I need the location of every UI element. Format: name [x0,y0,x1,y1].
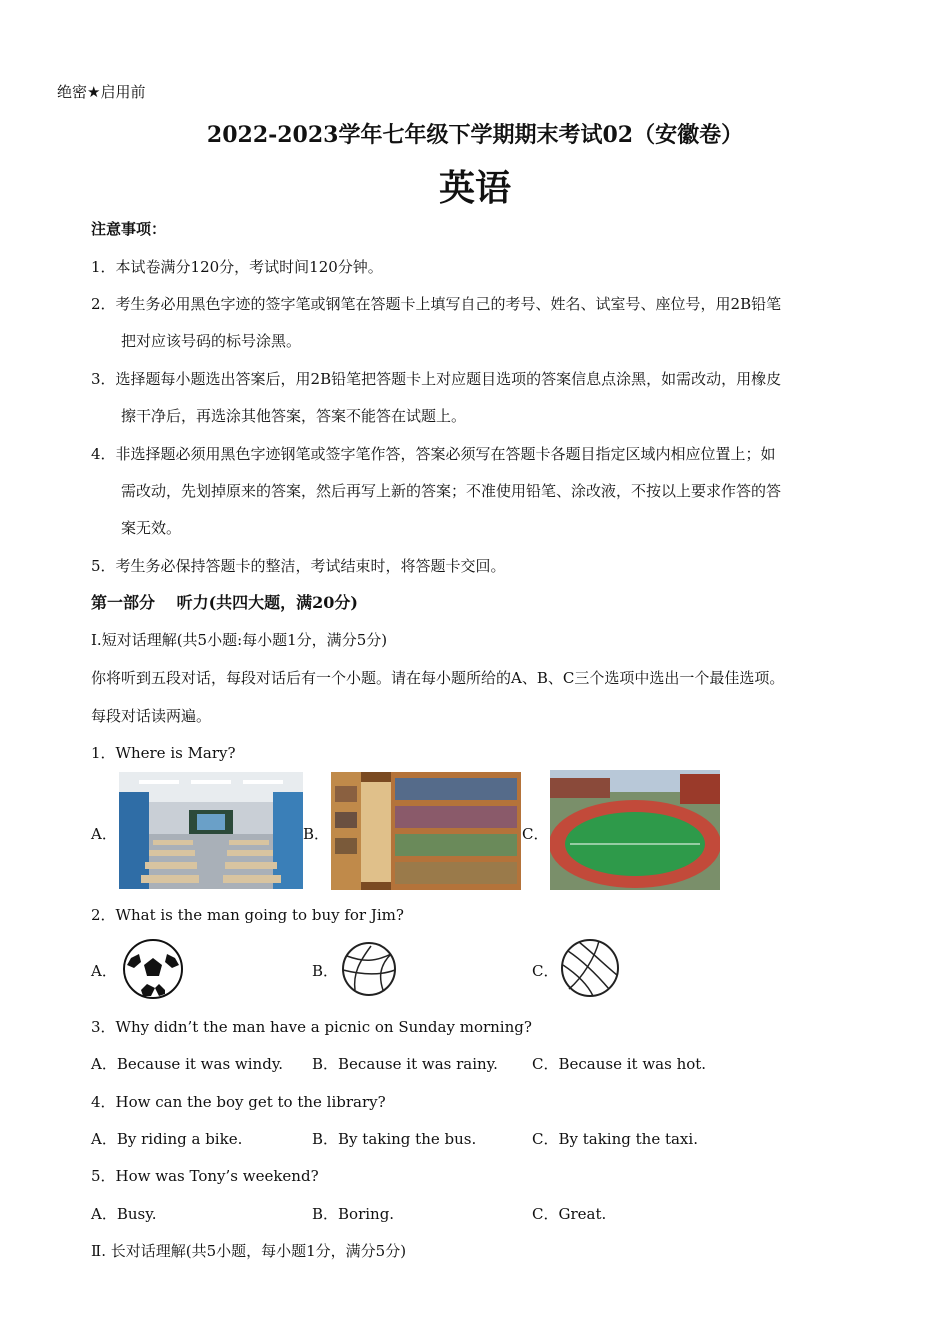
note-line: 2．考生务必用黑色字迹的签字笔或钢笔在答题卡上填写自己的考号、姓名、试室号、座位号，用2B铅笔 [91,295,782,313]
part1-heading: 第一部分 听力(共四大题，满20分) [91,593,358,612]
note-line: 把对应该号码的标号涂黑。 [121,332,302,350]
confidential-label: 绝密★启用前 [57,83,146,101]
question-1: 1．Where is Mary? [91,744,236,762]
note-line: 案无效。 [121,519,182,537]
question-5: 5．How was Tony’s weekend? [91,1167,319,1185]
option-b: B．Because it was rainy. [312,1055,498,1073]
note-line: 3．选择题每小题选出答案后，用2B铅笔把答题卡上对应题目选项的答案信息点涂黑，如需改动，用橡皮 [91,370,782,388]
option-a-label: A． [91,962,117,980]
notes-heading: 注意事项： [91,220,167,238]
note-line: 需改动，先划掉原来的答案，然后再写上新的答案；不准使用铅笔、涂改液，不按以上要求作答的答 [121,482,782,500]
subject-title: 英语 [438,168,511,209]
option-a: A．Because it was windy. [91,1055,284,1073]
option-a: A．By riding a bike. [91,1130,243,1148]
question-2: 2．What is the man going to buy for Jim? [91,906,404,924]
option-b: B．By taking the bus. [312,1130,477,1148]
section2-heading: Ⅱ. 长对话理解(共5小题，每小题1分，满分5分) [91,1242,407,1260]
note-line: 4．非选择题必须用黑色字迹钢笔或签字笔作答，答案必须写在答题卡各题目指定区域内相应位置上；如 [91,445,776,463]
section1-instruction: 每段对话读两遍。 [91,707,212,725]
question-4: 4．How can the boy get to the library? [91,1093,386,1111]
option-b-label: B． [312,962,339,980]
note-line: 擦干净后，再选涂其他答案，答案不能答在试题上。 [121,407,467,425]
library-image [331,772,521,890]
section1-instruction: 你将听到五段对话，每段对话后有一个小题。请在每小题所给的A、B、C三个选项中选出一个最佳选项。 [91,669,785,687]
soccer-ball-icon [121,938,185,1000]
option-a-label: A． [91,825,117,843]
option-c: C．By taking the taxi. [532,1130,698,1148]
section1-heading: Ⅰ.短对话理解(共5小题:每小题1分，满分5分) [91,631,388,649]
option-c: C．Great. [532,1205,607,1223]
basketball-icon [559,937,621,999]
option-a: A．Busy. [91,1205,157,1223]
option-c-label: C． [522,825,549,843]
classroom-image [119,772,303,889]
option-b: B．Boring. [312,1205,395,1223]
note-line: 5．考生务必保持答题卡的整洁，考试结束时，将答题卡交回。 [91,557,506,575]
playground-image [550,770,720,890]
option-c: C．Because it was hot. [532,1055,707,1073]
option-c-label: C． [532,962,559,980]
exam-title: 2022-2023学年七年级下学期期末考试02（安徽卷） [206,122,744,148]
option-b-label: B． [303,825,330,843]
note-line: 1．本试卷满分120分，考试时间120分钟。 [91,258,383,276]
question-3: 3．Why didn’t the man have a picnic on Sunday morning? [91,1018,532,1036]
volleyball-icon [339,940,399,998]
